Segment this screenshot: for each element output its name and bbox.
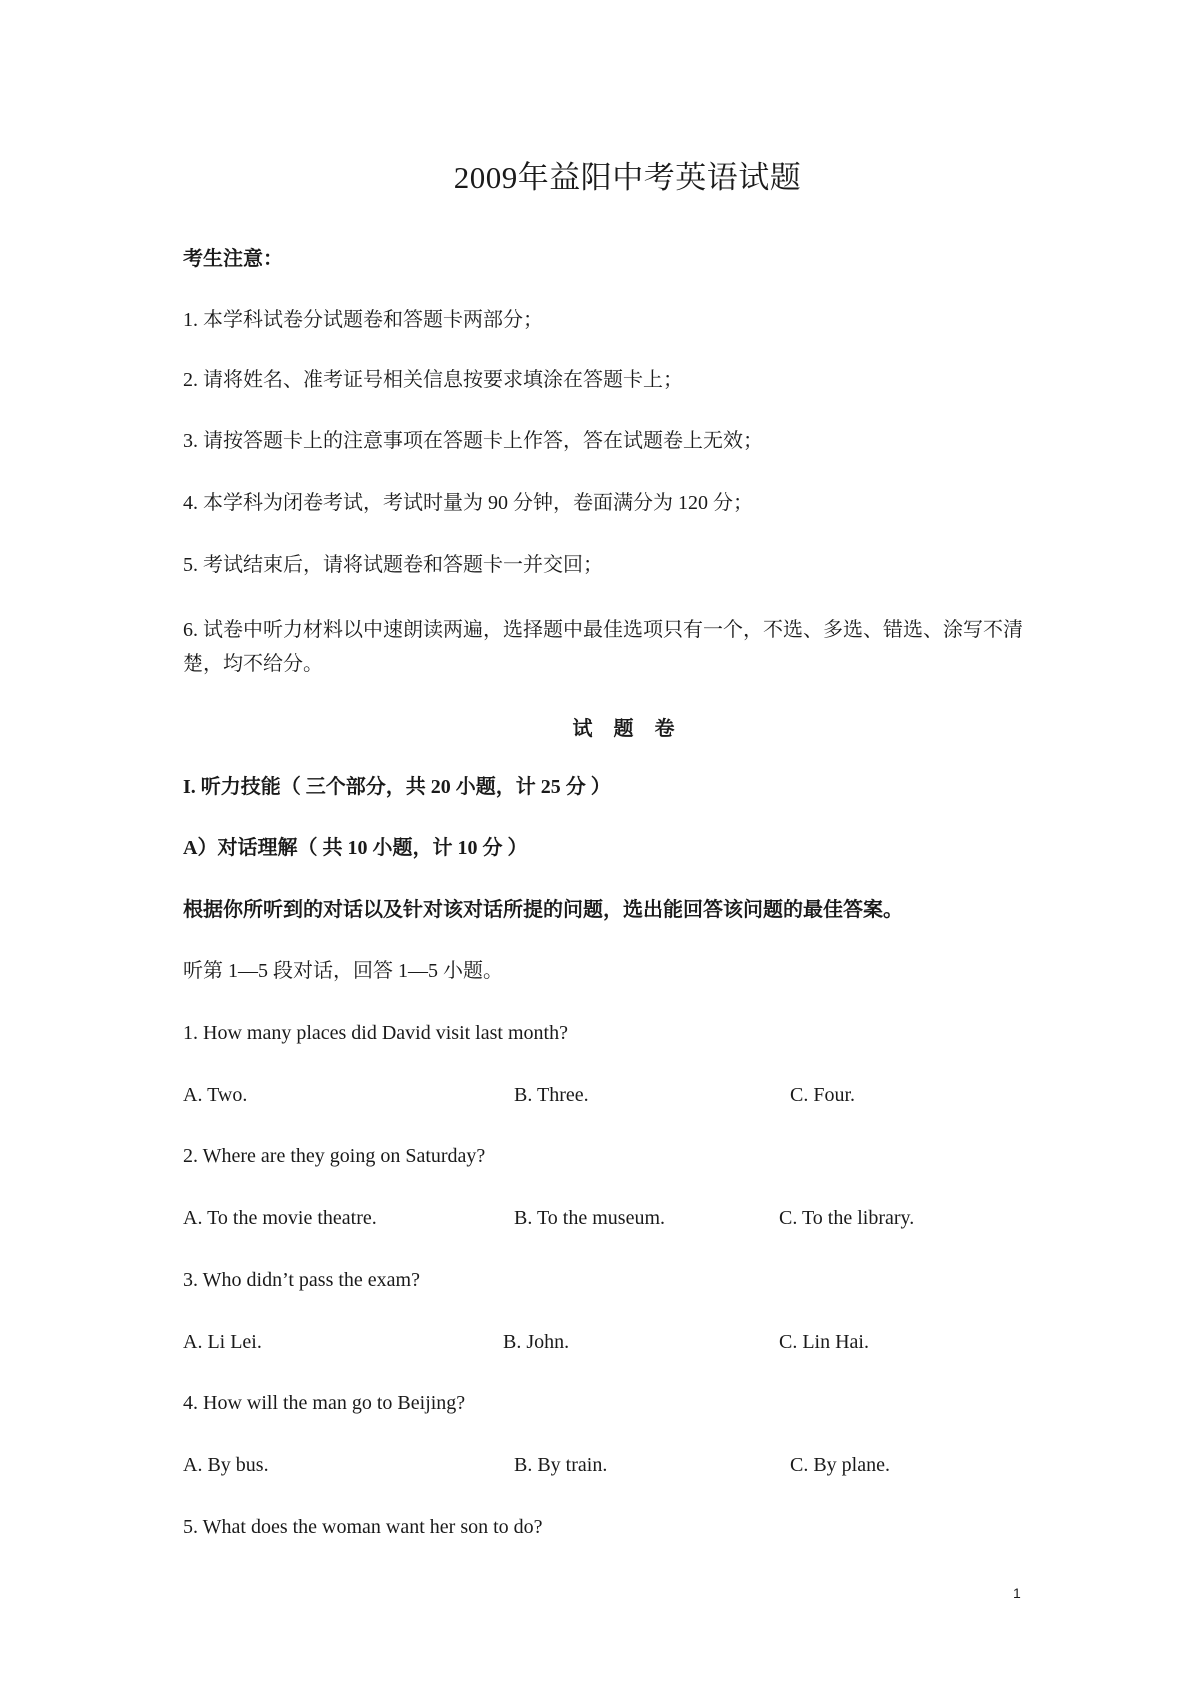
option-a: A. Two. — [183, 1084, 248, 1106]
option-c: C. Four. — [790, 1084, 856, 1106]
part1-heading: I. 听力技能（ 三个部分，共 20 小题，计 25 分 ） — [183, 776, 611, 798]
question-text: 4. How will the man go to Beijing? — [183, 1392, 466, 1414]
option-a: A. By bus. — [183, 1454, 269, 1476]
notice-item: 4. 本学科为闭卷考试，考试时量为 90 分钟，卷面满分为 120 分； — [183, 492, 753, 514]
listen-note: 听第 1—5 段对话，回答 1—5 小题。 — [183, 960, 503, 982]
notice-item: 5. 考试结束后，请将试题卷和答题卡一并交回； — [183, 554, 603, 576]
option-b: B. To the museum. — [514, 1207, 666, 1229]
question-text: 1. How many places did David visit last month? — [183, 1022, 568, 1044]
notice-item: 6. 试卷中听力材料以中速朗读两遍，选择题中最佳选项只有一个，不选、多选、错选、涂写不清楚，均不给分。 — [183, 619, 1023, 675]
option-c: C. Lin Hai. — [779, 1331, 869, 1353]
notice-item: 3. 请按答题卡上的注意事项在答题卡上作答，答在试题卷上无效； — [183, 430, 763, 452]
notice-item: 2. 请将姓名、准考证号相关信息按要求填涂在答题卡上； — [183, 369, 683, 391]
section-heading: 试 题 卷 — [572, 718, 683, 740]
option-c: C. To the library. — [779, 1207, 915, 1229]
notice-heading: 考生注意： — [183, 248, 283, 270]
option-b: B. By train. — [514, 1454, 608, 1476]
option-a: A. Li Lei. — [183, 1331, 262, 1353]
page-number: 1 — [1013, 1585, 1021, 1601]
question-text: 5. What does the woman want her son to do? — [183, 1516, 543, 1538]
option-b: B. John. — [503, 1331, 570, 1353]
option-a: A. To the movie theatre. — [183, 1207, 377, 1229]
part1-sub-a-heading: A）对话理解（ 共 10 小题，计 10 分 ） — [183, 837, 528, 859]
question-text: 3. Who didn’t pass the exam? — [183, 1269, 420, 1291]
option-b: B. Three. — [514, 1084, 589, 1106]
notice-item: 1. 本学科试卷分试题卷和答题卡两部分； — [183, 309, 543, 331]
document-title: 2009年益阳中考英语试题 — [453, 160, 802, 195]
option-c: C. By plane. — [790, 1454, 890, 1476]
part1-instruction: 根据你所听到的对话以及针对该对话所提的问题，选出能回答该问题的最佳答案。 — [183, 899, 903, 921]
question-text: 2. Where are they going on Saturday? — [183, 1145, 486, 1167]
